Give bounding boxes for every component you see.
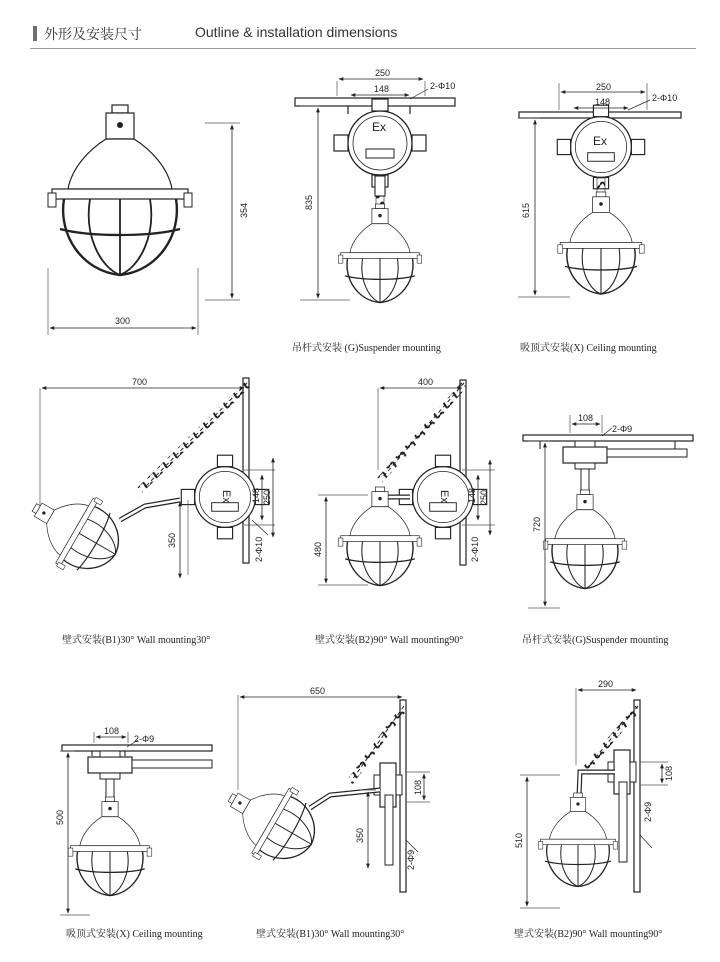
caption-wall-mounting-30: 壁式安装(B1)30° Wall mounting30° [62, 635, 211, 646]
dim-label: 835 [304, 194, 314, 210]
dim-label: 2-Φ10 [652, 93, 678, 103]
figure-5-wall90-drawing [318, 380, 495, 586]
dim-label: 148 [374, 84, 390, 94]
dim-label: 400 [418, 377, 434, 387]
dim-label: 300 [115, 316, 131, 326]
dim-label: 148 [595, 97, 611, 107]
dim-label: 720 [532, 516, 542, 532]
ex-badge: Ex [372, 120, 387, 134]
ex-badge: Ex [438, 490, 450, 503]
caption-ceiling-mounting-pole: 吸顶式安装(X) Ceiling mounting [66, 929, 203, 940]
dim-label: 700 [132, 377, 148, 387]
dim-label: 650 [310, 686, 326, 696]
dim-label: 2-Φ10 [470, 536, 480, 562]
dim-label: 108 [413, 779, 423, 795]
dim-label: 250 [596, 82, 612, 92]
dim-label: 510 [514, 832, 524, 848]
dim-label: 350 [355, 827, 365, 843]
ex-badge: Ex [593, 134, 608, 148]
figure-1-lamp-outline [48, 105, 240, 335]
dim-label: 480 [313, 541, 323, 557]
dim-label: 2-Φ9 [612, 424, 633, 434]
dim-label: 250 [262, 489, 272, 505]
dim-label: 2-Φ9 [406, 849, 416, 870]
figure-6-suspender-pole-drawing [523, 415, 693, 608]
figure-9-wall90-pole-drawing [520, 688, 668, 908]
dim-label: 2-Φ9 [134, 734, 155, 744]
caption-wall-mounting-30-pole: 壁式安装(B1)30° Wall mounting30° [256, 929, 405, 940]
dim-label: 148 [467, 487, 477, 503]
dim-label: 108 [578, 413, 594, 423]
dim-label: 108 [664, 765, 674, 781]
dim-label: 500 [55, 809, 65, 825]
dim-label: 108 [104, 726, 120, 736]
dim-label: 615 [521, 202, 531, 218]
figure-4-wall30-drawing [15, 378, 275, 589]
dim-label: 250 [479, 489, 489, 505]
caption-suspender-mounting-pole: 吊杆式安装(G)Suspender mounting [522, 635, 669, 646]
dim-label: 250 [375, 68, 391, 78]
dim-label: 2-Φ10 [254, 536, 264, 562]
dim-label: 290 [598, 679, 614, 689]
dim-label: 2-Φ9 [643, 801, 653, 822]
caption-wall-mounting-90-pole: 壁式安装(B2)90° Wall mounting90° [514, 929, 663, 940]
caption-suspender-mounting: 吊杆式安装 (G)Suspender mounting [292, 343, 441, 354]
caption-ceiling-mounting: 吸顶式安装(X) Ceiling mounting [520, 343, 657, 354]
figure-3-ceiling-drawing [518, 83, 681, 297]
caption-wall-mounting-90: 壁式安装(B2)90° Wall mounting90° [315, 635, 464, 646]
figure-7-ceiling-pole-drawing [60, 732, 212, 915]
dim-label: 350 [167, 532, 177, 548]
ex-badge: Ex [220, 490, 232, 503]
dim-label: 354 [239, 202, 249, 218]
figure-2-suspender-drawing [295, 79, 455, 303]
dim-label: 2-Φ10 [430, 81, 456, 91]
figure-8-wall30-pole-drawing [211, 695, 430, 892]
dim-label: 148 [251, 487, 261, 503]
header-title-zh: 外形及安装尺寸 [44, 27, 142, 43]
header-title-en: Outline & installation dimensions [195, 24, 398, 40]
